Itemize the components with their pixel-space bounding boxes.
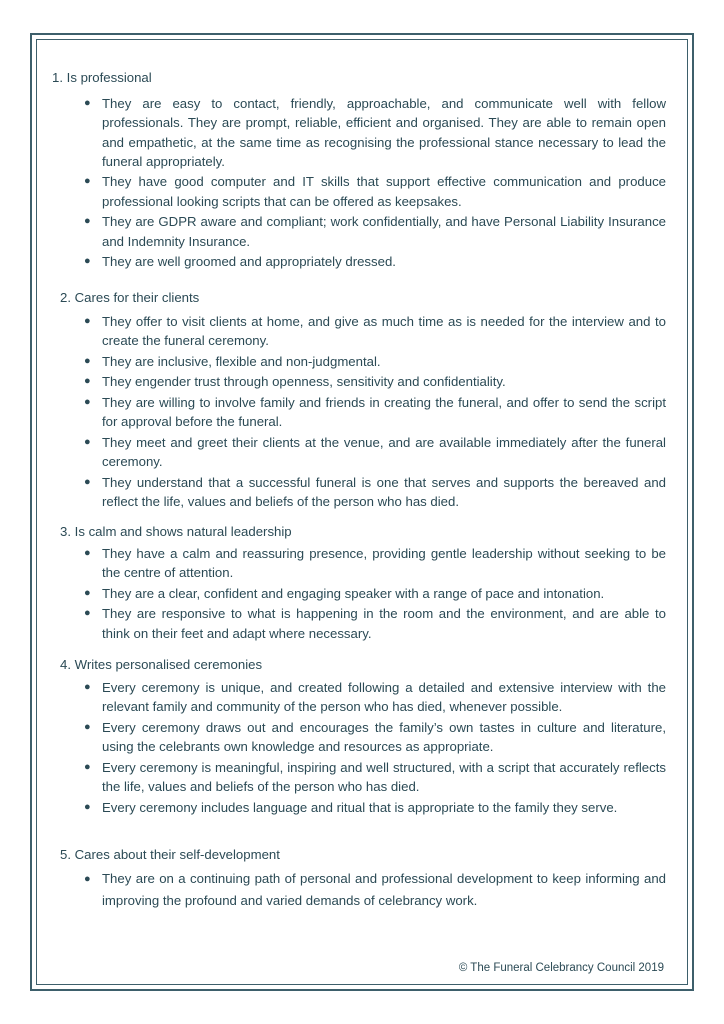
list-item: ● They are GDPR aware and compliant; work confidentially, and have Personal Liability Insurance and Indemnity Insurance. — [84, 214, 666, 249]
bullet-icon: ● — [84, 175, 91, 188]
list-item: ● They are a clear, confident and engaging speaker with a range of pace and intonation. — [102, 584, 666, 603]
bullet-icon: ● — [84, 607, 91, 620]
list-item: ● They offer to visit clients at home, and give as much time as is needed for the interview and to create the funeral ceremony. — [84, 314, 666, 349]
bullet-icon: ● — [84, 435, 91, 448]
list-item: ● Every ceremony is unique, and created following a detailed and extensive interview with the relevant family and community of the person who has died, whenever possible. — [84, 680, 666, 715]
bullet-icon: ● — [84, 215, 91, 228]
list-item: ● They are willing to involve family and friends in creating the funeral, and offer to send the script for approval before the funeral. — [84, 395, 666, 430]
list-item: ● They are well groomed and appropriately dressed. — [102, 252, 666, 271]
bullet-icon: ● — [84, 586, 91, 599]
copyright-footer: © The Funeral Celebrancy Council 2019 — [458, 962, 664, 974]
list-item: ● They meet and greet their clients at the venue, and are available immediately after the funeral ceremony. — [84, 434, 666, 470]
bullet-icon: ● — [84, 681, 91, 693]
list-item: ● They have good computer and IT skills that support effective communication and produce professional looking scripts that can be offered as keepsakes. — [84, 174, 666, 209]
section-title: 5. Cares about their self-development — [60, 847, 280, 862]
list-item: ● Every ceremony includes language and ritual that is appropriate to the family they serve. — [102, 798, 666, 817]
bullet-list — [84, 678, 666, 818]
bullet-icon: ● — [84, 255, 91, 268]
section-title: 1. Is professional — [52, 70, 152, 85]
bullet-list — [84, 868, 666, 913]
section-title: 2. Cares for their clients — [60, 290, 200, 305]
bullet-list — [84, 312, 666, 513]
list-item: ● They engender trust through openness, sensitivity and confidentiality. — [102, 372, 666, 391]
list-item: ● Every ceremony draws out and encourages the family’s own tastes in culture and literature, using the celebrants own knowledge and resources as appropriate. — [84, 719, 666, 755]
section-title: 4. Writes personalised ceremonies — [60, 657, 263, 672]
bullet-icon: ● — [84, 760, 91, 773]
list-item: ● Every ceremony is meaningful, inspiring and well structured, with a script that accurately reflects the life, values and beliefs of the person who has died. — [84, 759, 666, 795]
list-item: ● They have a calm and reassuring presence, providing gentle leadership without seeking to be the centre of attention. — [84, 546, 666, 581]
bullet-icon: ● — [84, 97, 91, 109]
list-item: ● They are easy to contact, friendly, approachable, and communicate well with fellow professionals. They are prompt, reliable, efficient and organised. They are able to remain open and empathetic, at the same time as recognising the professional stance necessary to lead the funeral appropriately. — [84, 96, 666, 169]
bullet-list — [84, 544, 666, 644]
bullet-icon: ● — [84, 354, 91, 367]
list-item: ● They are on a continuing path of personal and professional development to keep informing and improving the profound and varied demands of celebrancy work. — [102, 868, 666, 912]
list-item: ● They are responsive to what is happening in the room and the environment, and are able to think on their feet and adapt where necessary. — [84, 606, 666, 641]
bullet-icon: ● — [84, 800, 91, 813]
bullet-icon: ● — [84, 315, 91, 327]
section-title: 3. Is calm and shows natural leadership — [60, 524, 292, 539]
bullet-list — [84, 94, 666, 273]
bullet-icon: ● — [84, 547, 91, 559]
list-item: ● They understand that a successful funeral is one that serves and supports the bereaved and reflect the life, values and beliefs of the person who has died. — [84, 474, 666, 510]
bullet-icon: ● — [84, 475, 91, 488]
bullet-icon: ● — [84, 375, 91, 388]
bullet-icon: ● — [84, 873, 91, 885]
bullet-icon: ● — [84, 720, 91, 733]
bullet-icon: ● — [84, 396, 91, 409]
list-item: ● They are inclusive, flexible and non-judgmental. — [102, 352, 666, 371]
